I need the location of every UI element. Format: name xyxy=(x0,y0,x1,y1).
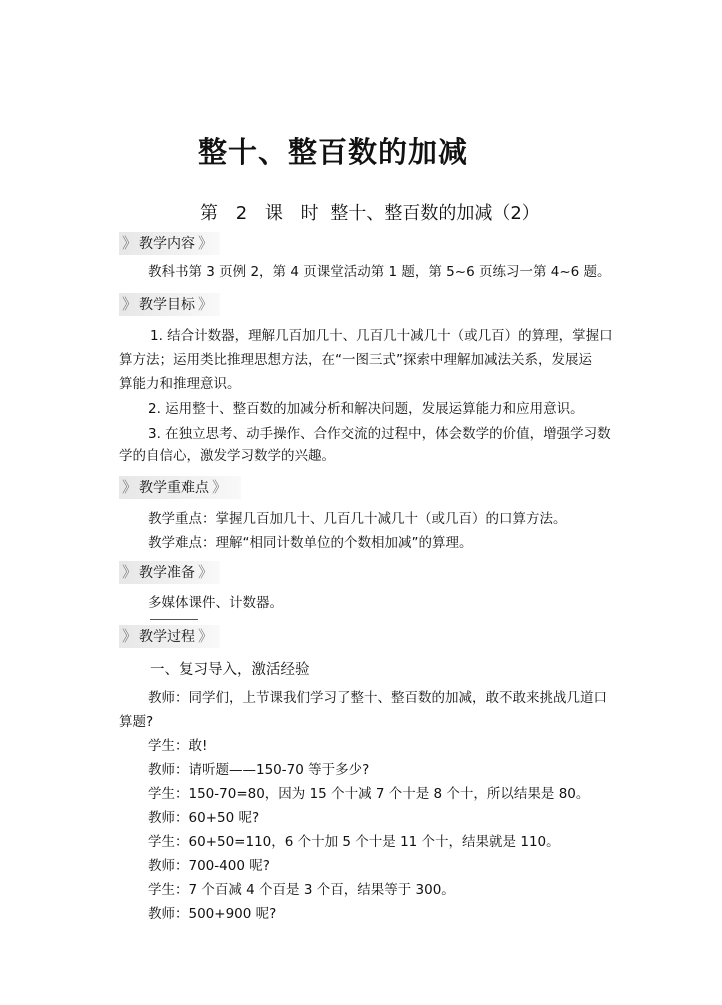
dialogue-line: 学生：敢! xyxy=(148,738,208,754)
process-step-1: 一、复习导入，激活经验 xyxy=(150,662,310,678)
section-header-keypoints xyxy=(119,476,241,499)
chevron-right-icon: 》 xyxy=(198,563,213,581)
section-header-label: 教学过程 xyxy=(139,629,196,645)
section-header-label: 教学重难点 xyxy=(139,480,210,496)
section-header-label: 教学目标 xyxy=(139,297,196,313)
chevron-left-icon: 》 xyxy=(122,627,137,645)
goal-3-line-2: 学的自信心，激发学习数学的兴趣。 xyxy=(119,448,335,464)
lesson-name: 整十、整百数的加减（2） xyxy=(330,203,540,224)
dialogue-line: 教师：60+50 呢? xyxy=(148,810,260,826)
section-header-goals xyxy=(119,293,220,316)
chevron-right-icon: 》 xyxy=(212,478,227,496)
main-title: 整十、整百数的加减 xyxy=(198,135,469,169)
dialogue-line: 教师：同学们，上节课我们学习了整十、整百数的加减，敢不敢来挑战几道口 xyxy=(148,690,607,706)
chevron-left-icon: 》 xyxy=(122,234,137,252)
content-text: 教科书第 3 页例 2，第 4 页课堂活动第 1 题，第 5~6 页练习一第 4~6 题。 xyxy=(148,264,611,280)
goal-1-line-1: 1. 结合计数器，理解几百加几十、几百几十减几十（或几百）的算理，掌握口 xyxy=(150,328,613,344)
lesson-prefix: 第 2 课 时 xyxy=(200,203,325,224)
chevron-right-icon: 》 xyxy=(198,627,213,645)
dialogue-line: 学生：150-70=80，因为 15 个十减 7 个十是 8 个十，所以结果是 80。 xyxy=(148,786,590,802)
section-header-label: 教学准备 xyxy=(139,565,196,581)
chevron-right-icon: 》 xyxy=(198,234,213,252)
goal-3-line-1: 3. 在独立思考、动手操作、合作交流的过程中，体会数学的价值，增强学习数 xyxy=(148,426,611,442)
difficult-point: 教学难点：理解“相同计数单位的个数相加减”的算理。 xyxy=(148,535,473,551)
dialogue-line: 教师：请听题——150-70 等于多少? xyxy=(148,762,370,778)
divider xyxy=(150,619,198,620)
section-header-process xyxy=(119,625,220,648)
dialogue-line: 教师：700-400 呢? xyxy=(148,858,270,874)
chevron-left-icon: 》 xyxy=(122,563,137,581)
dialogue-line: 学生：60+50=110，6 个十加 5 个十是 11 个十，结果就是 110。 xyxy=(148,834,560,850)
section-header-content xyxy=(119,232,220,255)
goal-1-line-2: 算方法；运用类比推理思想方法，在“一图三式”探索中理解加减法关系，发展运 xyxy=(119,352,592,368)
chevron-left-icon: 》 xyxy=(122,295,137,313)
dialogue-line: 教师：500+900 呢? xyxy=(148,906,277,922)
section-header-prep xyxy=(119,561,220,584)
chevron-right-icon: 》 xyxy=(198,295,213,313)
chevron-left-icon: 》 xyxy=(122,478,137,496)
lesson-title xyxy=(200,199,540,225)
goal-1-line-3: 算能力和推理意识。 xyxy=(119,376,241,392)
dialogue-line: 学生：7 个百减 4 个百是 3 个百，结果等于 300。 xyxy=(148,882,455,898)
dialogue-line: 算题? xyxy=(119,714,154,730)
prep-text: 多媒体课件、计数器。 xyxy=(148,595,283,611)
goal-2: 2. 运用整十、整百数的加减分析和解决问题，发展运算能力和应用意识。 xyxy=(148,401,584,417)
section-header-label: 教学内容 xyxy=(139,236,196,252)
key-point: 教学重点：掌握几百加几十、几百几十减几十（或几百）的口算方法。 xyxy=(148,511,567,527)
